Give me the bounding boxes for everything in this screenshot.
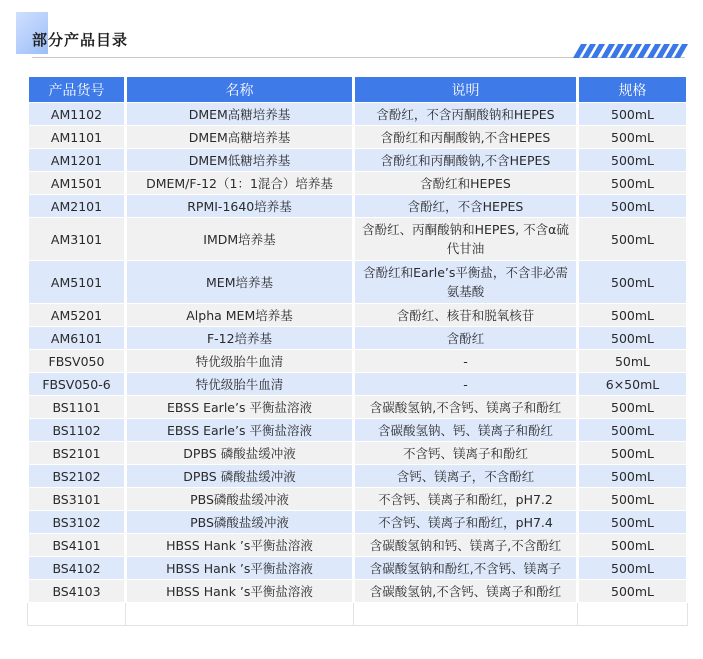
table-row: [28, 442, 688, 465]
cell-description: 含酚红，不含丙酮酸钠和HEPES: [354, 103, 578, 126]
cell-description: 含酚红、核苷和脱氧核苷: [354, 304, 578, 327]
cell-product-code: FBSV050: [28, 350, 126, 373]
cell-name: DMEM低糖培养基: [126, 149, 354, 172]
cell-description: 含碳酸氢钠和钙、镁离子,不含酚红: [354, 534, 578, 557]
table-row: [28, 103, 688, 126]
cell-description: 含钙、镁离子，不含酚红: [354, 465, 578, 488]
cell-product-code: AM1501: [28, 172, 126, 195]
cell-description: 含碳酸氢钠、钙、镁离子和酚红: [354, 419, 578, 442]
product-table-container: [26, 76, 686, 626]
cell-spec: 500mL: [578, 103, 688, 126]
cell-spec: 500mL: [578, 327, 688, 350]
table-row: [28, 149, 688, 172]
cell-description: 含酚红，不含HEPES: [354, 195, 578, 218]
cell-product-code: AM2101: [28, 195, 126, 218]
table-row: [28, 557, 688, 580]
cell-spec: 6×50mL: [578, 373, 688, 396]
cell-spec: 500mL: [578, 488, 688, 511]
cell-name: F-12培养基: [126, 327, 354, 350]
cell-name: DMEM/F-12（1：1混合）培养基: [126, 172, 354, 195]
table-row: [28, 261, 688, 304]
cell-name: DPBS 磷酸盐缓冲液: [126, 465, 354, 488]
cell-name: HBSS Hank ’s平衡盐溶液: [126, 557, 354, 580]
cell-product-code: AM1201: [28, 149, 126, 172]
empty-cell: [578, 603, 688, 626]
cell-spec: 500mL: [578, 396, 688, 419]
cell-name: DPBS 磷酸盐缓冲液: [126, 442, 354, 465]
header-description: 说明: [354, 77, 578, 103]
table-row: [28, 488, 688, 511]
table-row: [28, 396, 688, 419]
table-row: [28, 373, 688, 396]
cell-name: IMDM培养基: [126, 218, 354, 261]
cell-description: 不含钙、镁离子和酚红: [354, 442, 578, 465]
cell-product-code: BS4103: [28, 580, 126, 603]
cell-description: 含酚红和HEPES: [354, 172, 578, 195]
table-row: [28, 327, 688, 350]
cell-product-code: AM1101: [28, 126, 126, 149]
cell-spec: 500mL: [578, 442, 688, 465]
cell-description: 含碳酸氢钠,不含钙、镁离子和酚红: [354, 396, 578, 419]
cell-spec: 500mL: [578, 126, 688, 149]
cell-spec: 500mL: [578, 557, 688, 580]
cell-product-code: BS3101: [28, 488, 126, 511]
header-name: 名称: [126, 77, 354, 103]
cell-spec: 500mL: [578, 580, 688, 603]
table-row: [28, 126, 688, 149]
cell-spec: 500mL: [578, 172, 688, 195]
cell-name: MEM培养基: [126, 261, 354, 304]
cell-description: 含酚红、丙酮酸钠和HEPES, 不含α硫代甘油: [354, 218, 578, 261]
cell-name: HBSS Hank ’s平衡盐溶液: [126, 534, 354, 557]
cell-product-code: BS2101: [28, 442, 126, 465]
cell-description: 含酚红和丙酮酸钠,不含HEPES: [354, 126, 578, 149]
cell-product-code: AM5101: [28, 261, 126, 304]
cell-description: 不含钙、镁离子和酚红，pH7.4: [354, 511, 578, 534]
cell-product-code: BS1102: [28, 419, 126, 442]
cell-name: DMEM高糖培养基: [126, 126, 354, 149]
cell-spec: 500mL: [578, 149, 688, 172]
cell-product-code: AM6101: [28, 327, 126, 350]
cell-description: 不含钙、镁离子和酚红，pH7.2: [354, 488, 578, 511]
table-row: [28, 580, 688, 603]
cell-spec: 500mL: [578, 304, 688, 327]
cell-product-code: BS3102: [28, 511, 126, 534]
cell-name: PBS磷酸盐缓冲液: [126, 511, 354, 534]
cell-product-code: BS4101: [28, 534, 126, 557]
cell-product-code: BS4102: [28, 557, 126, 580]
cell-name: Alpha MEM培养基: [126, 304, 354, 327]
cell-name: HBSS Hank ’s平衡盐溶液: [126, 580, 354, 603]
cell-description: 含酚红和丙酮酸钠,不含HEPES: [354, 149, 578, 172]
table-row: [28, 350, 688, 373]
product-catalog-table: [26, 76, 689, 626]
empty-cell: [126, 603, 354, 626]
table-row: [28, 218, 688, 261]
cell-product-code: AM3101: [28, 218, 126, 261]
cell-description: -: [354, 350, 578, 373]
table-row: [28, 511, 688, 534]
cell-name: 特优级胎牛血清: [126, 350, 354, 373]
empty-cell: [354, 603, 578, 626]
cell-spec: 500mL: [578, 261, 688, 304]
table-row: [28, 465, 688, 488]
cell-spec: 500mL: [578, 218, 688, 261]
cell-product-code: BS1101: [28, 396, 126, 419]
cell-spec: 500mL: [578, 195, 688, 218]
decorative-stripes: [573, 44, 687, 58]
cell-spec: 500mL: [578, 465, 688, 488]
cell-name: EBSS Earle’s 平衡盐溶液: [126, 396, 354, 419]
cell-description: 含碳酸氢钠,不含钙、镁离子和酚红: [354, 580, 578, 603]
table-row: [28, 304, 688, 327]
cell-name: RPMI-1640培养基: [126, 195, 354, 218]
cell-description: 含碳酸氢钠和酚红,不含钙、镁离子: [354, 557, 578, 580]
cell-description: 含酚红和Earle’s平衡盐，不含非必需氨基酸: [354, 261, 578, 304]
header-product-code: 产品货号: [28, 77, 126, 103]
cell-description: 含酚红: [354, 327, 578, 350]
section-title: 部分产品目录: [32, 31, 129, 49]
table-header-row: [28, 77, 688, 103]
table-row: [28, 172, 688, 195]
cell-spec: 500mL: [578, 534, 688, 557]
cell-name: DMEM高糖培养基: [126, 103, 354, 126]
cell-product-code: FBSV050-6: [28, 373, 126, 396]
empty-cell: [28, 603, 126, 626]
cell-name: 特优级胎牛血清: [126, 373, 354, 396]
cell-product-code: AM5201: [28, 304, 126, 327]
cell-spec: 500mL: [578, 511, 688, 534]
table-body: [28, 103, 688, 626]
cell-description: -: [354, 373, 578, 396]
cell-spec: 50mL: [578, 350, 688, 373]
header-spec: 规格: [578, 77, 688, 103]
cell-spec: 500mL: [578, 419, 688, 442]
table-row: [28, 419, 688, 442]
empty-table-row: [28, 603, 688, 626]
table-row: [28, 534, 688, 557]
cell-name: PBS磷酸盐缓冲液: [126, 488, 354, 511]
table-row: [28, 195, 688, 218]
cell-product-code: BS2102: [28, 465, 126, 488]
cell-product-code: AM1102: [28, 103, 126, 126]
cell-name: EBSS Earle’s 平衡盐溶液: [126, 419, 354, 442]
